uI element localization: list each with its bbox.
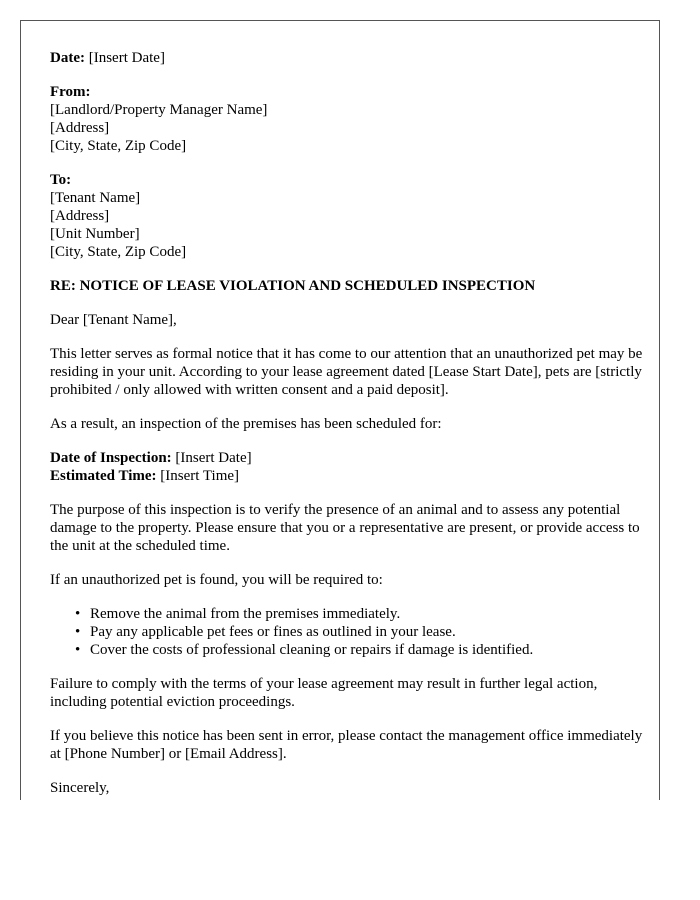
to-address: [Address] xyxy=(50,208,110,224)
from-name: [Landlord/Property Manager Name] xyxy=(50,102,268,118)
paragraph-purpose: The purpose of this inspection is to verify the presence of an animal and to assess any potential damage to the property. Please ensure that you or a representative are present, or provide access to the unit at the scheduled time. xyxy=(50,502,640,554)
closing: Sincerely, xyxy=(50,780,110,796)
to-label: To: xyxy=(50,172,72,188)
bullet-icon: • xyxy=(75,642,81,658)
inspection-date-label: Date of Inspection: xyxy=(50,450,172,466)
paragraph-inspection-intro: As a result, an inspection of the premises has been scheduled for: xyxy=(50,416,442,432)
inspection-date-line xyxy=(50,449,650,467)
letter-page xyxy=(20,20,660,800)
from-label: From: xyxy=(50,84,91,100)
from-city: [City, State, Zip Code] xyxy=(50,138,187,154)
subject-line: RE: NOTICE OF LEASE VIOLATION AND SCHEDULED INSPECTION xyxy=(50,278,536,294)
list-item-text: Cover the costs of professional cleaning or repairs if damage is identified. xyxy=(90,642,534,658)
list-item xyxy=(75,641,650,659)
letter-content xyxy=(50,49,650,800)
list-item xyxy=(75,605,650,623)
bullet-icon: • xyxy=(75,624,81,640)
date-line xyxy=(50,49,650,67)
list-item-text: Pay any applicable pet fees or fines as outlined in your lease. xyxy=(90,624,456,640)
requirements-list xyxy=(50,605,650,659)
to-name: [Tenant Name] xyxy=(50,190,141,206)
paragraph-contact: If you believe this notice has been sent in error, please contact the management office immediately at [Phone Number] or [Email Address]. xyxy=(50,728,643,762)
inspection-time-line xyxy=(50,467,650,485)
to-unit: [Unit Number] xyxy=(50,226,140,242)
inspection-time-label: Estimated Time: xyxy=(50,468,157,484)
paragraph-requirements-intro: If an unauthorized pet is found, you will be required to: xyxy=(50,572,383,588)
salutation: Dear [Tenant Name], xyxy=(50,312,177,328)
list-item xyxy=(75,623,650,641)
date-label: Date: xyxy=(50,50,85,66)
inspection-date-value: [Insert Date] xyxy=(175,450,252,466)
date-value: [Insert Date] xyxy=(88,50,165,66)
to-city: [City, State, Zip Code] xyxy=(50,244,187,260)
inspection-details xyxy=(50,449,650,485)
inspection-time-value: [Insert Time] xyxy=(160,468,240,484)
from-address: [Address] xyxy=(50,120,110,136)
to-block xyxy=(50,171,650,261)
list-item-text: Remove the animal from the premises immediately. xyxy=(90,606,401,622)
bullet-icon: • xyxy=(75,606,81,622)
paragraph-consequences: Failure to comply with the terms of your lease agreement may result in further legal action, including potential eviction proceedings. xyxy=(50,676,598,710)
from-block xyxy=(50,83,650,155)
paragraph-notice: This letter serves as formal notice that it has come to our attention that an unauthorized pet may be residing in your unit. According to your lease agreement dated [Lease Start Date], pets are [strictly prohibited / only allowed with written consent and a paid deposit]. xyxy=(50,346,643,398)
